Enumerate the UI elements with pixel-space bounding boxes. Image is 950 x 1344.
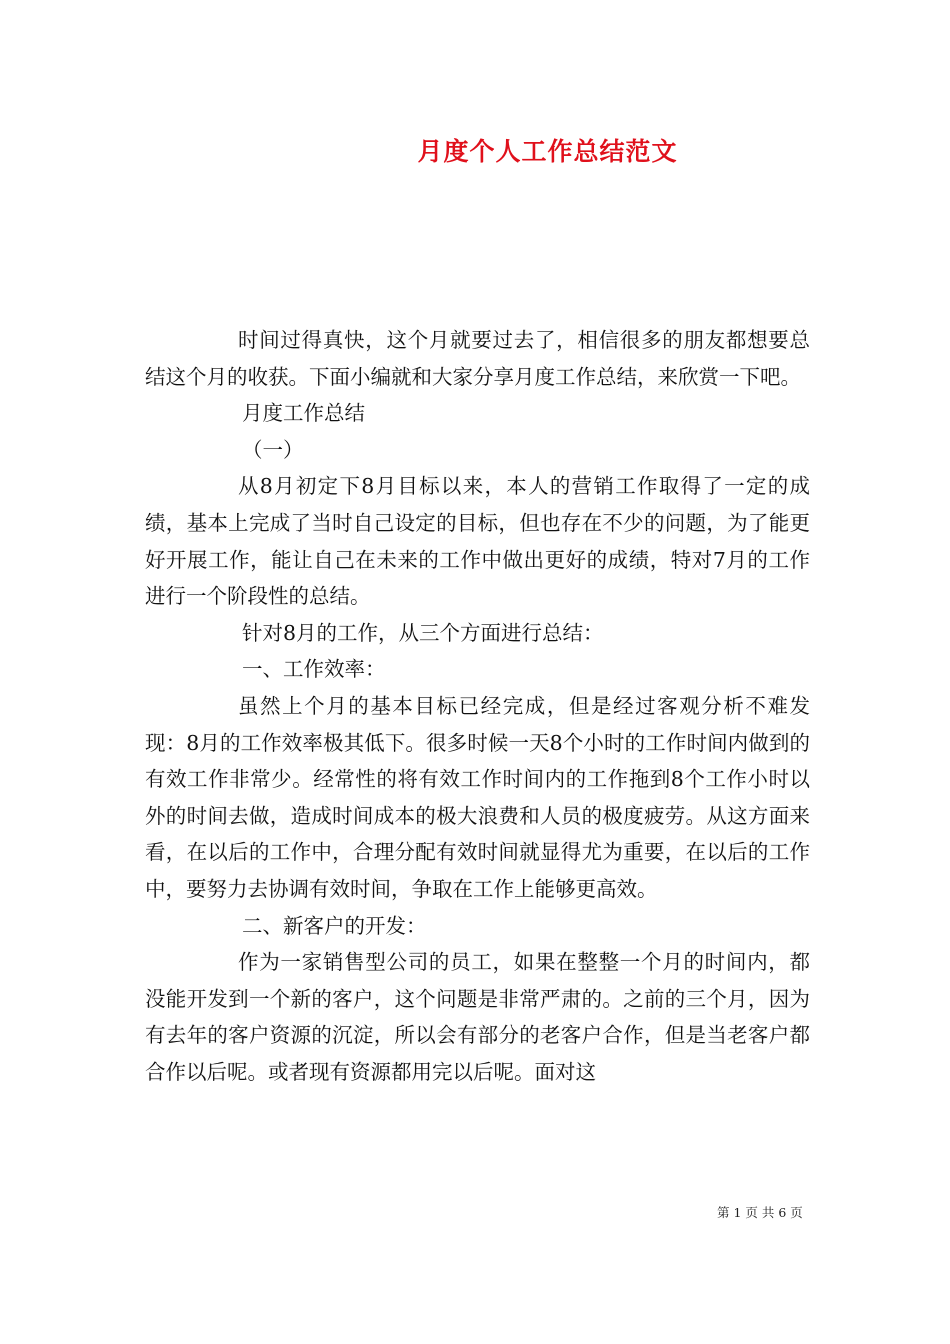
heading-work-efficiency: 一、工作效率： (242, 657, 386, 682)
part-label: （一） (242, 437, 304, 462)
paragraph-4: 作为一家销售型公司的员工，如果在整整一个月的时间内，都没能开发到一个新的客户，这个问题是非常严肃的。之前的三个月，因为有去年的客户资源的沉淀，所以会有部分的老客户合作，但是当老客户都合作以后呢。或者现有资源都用完以后呢。面对这 (145, 950, 810, 1084)
intro-paragraph: 时间过得真快，这个月就要过去了，相信很多的朋友都想要总结这个月的收获。下面小编就和大家分享月度工作总结，来欣赏一下吧。 (145, 328, 810, 389)
heading-new-clients: 二、新客户的开发： (242, 913, 427, 938)
paragraph-2: 针对8月的工作，从三个方面进行总结： (242, 620, 604, 645)
section-title: 月度工作总结 (242, 401, 365, 426)
document-body (145, 322, 810, 1090)
page-footer: 第 1 页 共 6 页 (717, 1205, 803, 1220)
paragraph-3: 虽然上个月的基本目标已经完成，但是经过客观分析不难发现：8月的工作效率极其低下。很多时候一天8个小时的工作时间内做到的有效工作非常少。经常性的将有效工作时间内的工作拖到8个工作小时以外的时间去做，造成时间成本的极大浪费和人员的极度疲劳。从这方面来看，在以后的工作中，合理分配有效时间就显得尤为重要，在以后的工作中，要努力去协调有效时间，争取在工作上能够更高效。 (145, 693, 810, 901)
document-title: 月度个人工作总结范文 (417, 137, 678, 166)
paragraph-1: 从8月初定下8月目标以来，本人的营销工作取得了一定的成绩，基本上完成了当时自己设定的目标，但也存在不少的问题，为了能更好开展工作，能让自己在未来的工作中做出更好的成绩，特对7月的工作进行一个阶段性的总结。 (145, 474, 810, 609)
